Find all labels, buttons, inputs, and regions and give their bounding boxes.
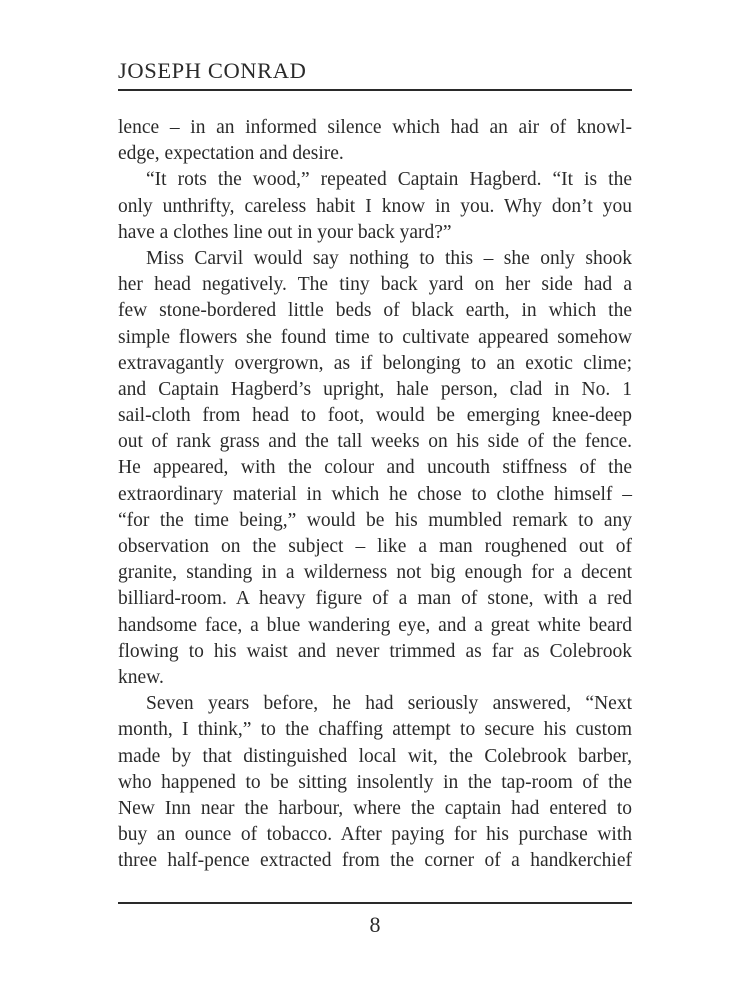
text-line: extraordinary material in which he chose to clothe himself – xyxy=(118,483,632,505)
text-line: her head negatively. The tiny back yard on her side had a xyxy=(118,274,632,296)
text-line: granite, standing in a wilderness not big enough for a decent xyxy=(118,562,632,584)
text-line: extravagantly overgrown, as if belonging to an exotic clime; xyxy=(118,352,632,374)
text-line: “for the time being,” would be his mumbled remark to any xyxy=(118,509,632,531)
text-line: sail-cloth from head to foot, would be emerging knee-deep xyxy=(118,405,632,427)
text-line: and Captain Hagberd’s upright, hale person, clad in No. 1 xyxy=(118,378,632,400)
text-line: handsome face, a blue wandering eye, and a great white beard xyxy=(118,614,632,636)
text-line: edge, expectation and desire. xyxy=(118,143,344,165)
text-line: made by that distinguished local wit, the Colebrook barber, xyxy=(118,745,632,767)
text-line: who happened to be sitting insolently in the tap-room of the xyxy=(118,771,632,793)
text-line: only unthrifty, careless habit I know in you. Why don’t you xyxy=(118,195,632,217)
text-line: billiard-room. A heavy figure of a man of stone, with a red xyxy=(118,588,632,610)
text-line: Miss Carvil would say nothing to this – she only shook xyxy=(146,247,632,269)
text-line: observation on the subject – like a man roughened out of xyxy=(118,536,632,557)
text-line: knew. xyxy=(118,666,164,688)
text-line: Seven years before, he had seriously answered, “Next xyxy=(146,693,632,715)
text-line: He appeared, with the colour and uncouth stiffness of the xyxy=(118,457,632,479)
body-text xyxy=(118,115,632,874)
text-line: buy an ounce of tobacco. After paying for his purchase with xyxy=(118,824,632,846)
header-rule xyxy=(118,89,632,91)
page-number: 8 xyxy=(369,912,381,937)
text-line: flowing to his waist and never trimmed as far as Colebrook xyxy=(118,640,632,662)
text-line: New Inn near the harbour, where the captain had entered to xyxy=(118,797,632,819)
text-line: few stone-bordered little beds of black earth, in which the xyxy=(118,300,632,322)
header-author-name: JOSEPH CONRAD xyxy=(118,58,307,83)
running-header xyxy=(118,56,632,86)
text-line: three half-pence extracted from the corner of a handkerchief xyxy=(118,850,632,872)
text-line: have a clothes line out in your back yard?” xyxy=(118,221,452,243)
footer-rule xyxy=(118,902,632,904)
text-line: “It rots the wood,” repeated Captain Hagberd. “It is the xyxy=(146,169,632,191)
text-line: lence – in an informed silence which had an air of knowl- xyxy=(118,117,632,138)
text-line: out of rank grass and the tall weeks on his side of the fence. xyxy=(118,431,632,453)
text-line: month, I think,” to the chaffing attempt to secure his custom xyxy=(118,719,632,741)
text-line: simple flowers she found time to cultivate appeared somehow xyxy=(118,326,632,348)
